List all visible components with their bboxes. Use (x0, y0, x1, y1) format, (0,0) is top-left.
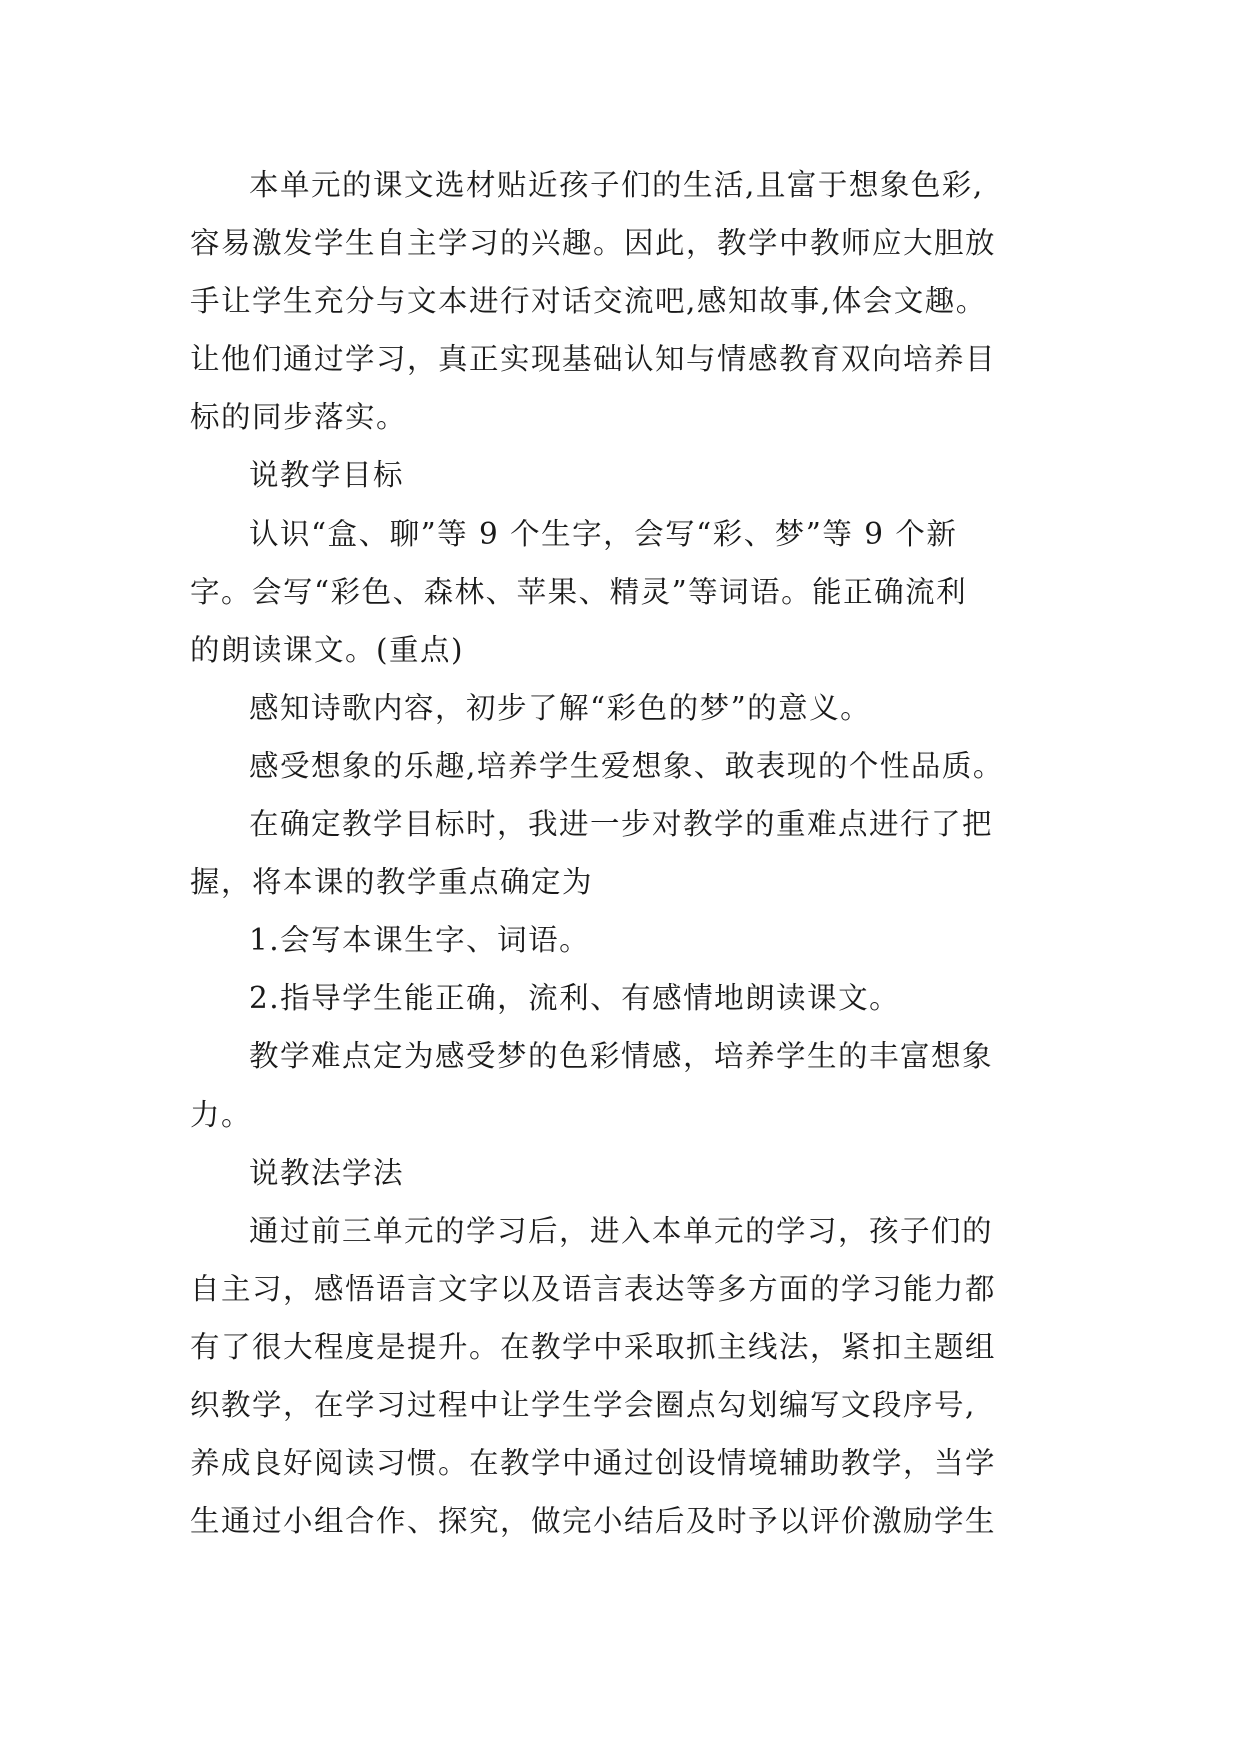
para-key-points-intro (190, 795, 1090, 911)
section-heading: 说教法学法 (249, 1155, 405, 1190)
text-line: 有了很大程度是提升。在教学中采取抓主线法，紧扣主题组 (190, 1329, 997, 1364)
text-line: 2.指导学生能正确，流利、有感情地朗读课文。 (249, 981, 901, 1016)
para-difficulty (190, 1027, 1090, 1143)
text-line: 力。 (190, 1097, 253, 1132)
text-line: 的朗读课文。(重点) (190, 632, 465, 667)
para-unit-intro (190, 156, 1090, 446)
text-line: 养成良好阅读习惯。在教学中通过创设情境辅助教学，当学 (190, 1446, 997, 1481)
text-line: 织教学，在学习过程中让学生学会圈点勾划编写文段序号, (190, 1387, 976, 1422)
text-line: 容易激发学生自主学习的兴趣。因此，教学中教师应大胆放 (190, 226, 997, 261)
text-line: 通过前三单元的学习后，进入本单元的学习，孩子们的 (249, 1213, 994, 1248)
para-goal-2 (190, 679, 1090, 737)
text-line: 标的同步落实。 (190, 400, 408, 435)
text-line: 教学难点定为感受梦的色彩情感，培养学生的丰富想象 (249, 1039, 994, 1074)
text-line: 手让学生充分与文本进行对话交流吧,感知故事,体会文趣。 (190, 284, 987, 319)
para-key-point-2 (190, 969, 1090, 1027)
section-heading: 说教学目标 (249, 458, 405, 493)
text-line: 感知诗歌内容，初步了解“彩色的梦”的意义。 (249, 690, 872, 725)
text-line: 让他们通过学习，真正实现基础认知与情感教育双向培养目 (190, 342, 997, 377)
para-goal-3 (190, 737, 1090, 795)
text-line: 握，将本课的教学重点确定为 (190, 865, 594, 900)
text-line: 自主习，感悟语言文字以及语言表达等多方面的学习能力都 (190, 1271, 997, 1306)
text-line: 本单元的课文选材贴近孩子们的生活,且富于想象色彩, (249, 168, 984, 202)
text-line: 认识“盒、聊”等 9 个生字，会写“彩、梦”等 9 个新 (249, 516, 958, 551)
document-body (190, 156, 1090, 1550)
para-methods (190, 1202, 1090, 1551)
heading-teaching-goals (190, 446, 1090, 504)
heading-teaching-methods (190, 1144, 1090, 1202)
text-line: 字。会写“彩色、森林、苹果、精灵”等词语。能正确流利 (190, 574, 968, 609)
text-line: 生通过小组合作、探究，做完小结后及时予以评价激励学生 (190, 1504, 997, 1539)
text-line: 1.会写本课生字、词语。 (249, 923, 591, 958)
para-key-point-1 (190, 911, 1090, 969)
text-line: 感受想象的乐趣,培养学生爱想象、敢表现的个性品质。 (249, 748, 1004, 783)
para-goal-1 (190, 505, 1090, 679)
text-line: 在确定教学目标时，我进一步对教学的重难点进行了把 (249, 807, 994, 842)
